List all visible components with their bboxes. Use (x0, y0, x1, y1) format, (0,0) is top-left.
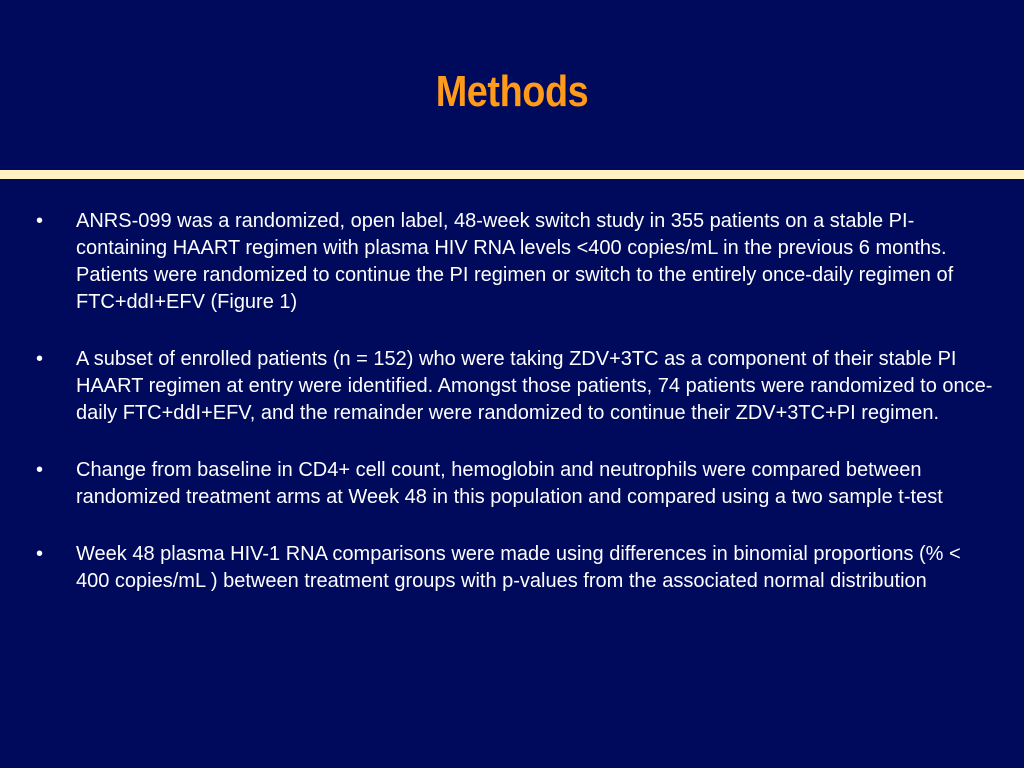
bullet-item (0, 208, 1024, 316)
slide-title: Methods (435, 67, 589, 116)
bullet-item (0, 346, 1024, 427)
bullet-text: ANRS-099 was a randomized, open label, 48-week switch study in 355 patients on a stable PI-containing HAART regimen with plasma HIV RNA levels <400 copies/mL in the previous 6 months. Patients were randomized to continue the PI regimen or switch to the entirely once-daily regimen of FTC+ddI+EFV (Figure 1) (76, 210, 954, 313)
bullet-text: A subset of enrolled patients (n = 152) who were taking ZDV+3TC as a component of their stable PI HAART regimen at entry were identified. Amongst those patients, 74 patients were randomized to once-daily FTC+ddI+EFV, and the remainder were randomized to continue their ZDV+3TC+PI regimen. (76, 348, 993, 424)
bullet-item (0, 457, 1024, 511)
bullet-text: Change from baseline in CD4+ cell count, hemoglobin and neutrophils were compared between randomized treatment arms at Week 48 in this population and compared using a two sample t-test (76, 459, 943, 508)
bullet-text: Week 48 plasma HIV-1 RNA comparisons were made using differences in binomial proportions (% < 400 copies/mL ) between treatment groups with p-values from the associated normal distribution (76, 543, 961, 592)
bullet-list (0, 208, 1024, 625)
bullet-icon: • (36, 210, 44, 232)
bullet-item (0, 541, 1024, 595)
title-divider (0, 170, 1024, 179)
bullet-icon: • (36, 543, 44, 565)
bullet-icon: • (36, 348, 44, 370)
bullet-icon: • (36, 459, 44, 481)
